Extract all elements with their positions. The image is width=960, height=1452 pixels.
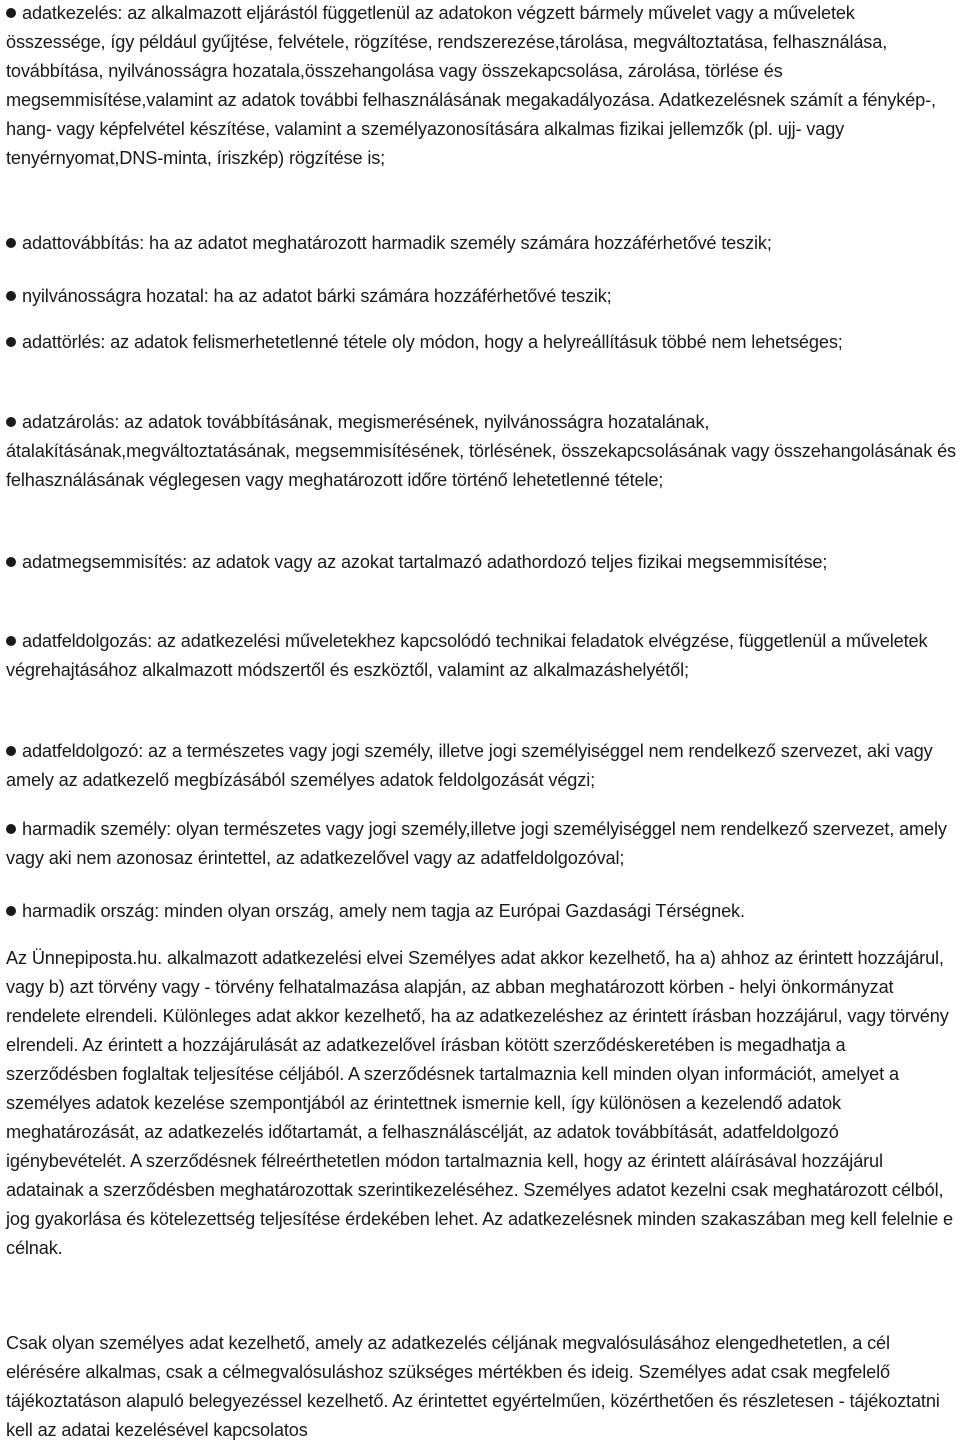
list-item-text: adatfeldolgozó: az a természetes vagy jogi személy, illetve jogi személyiséggel nem rendelkező szervezet, aki vagy amely az adatkezelő megbízásából személyes adatok feldolgozását végzi; [6, 741, 933, 790]
bullet-icon [6, 824, 16, 834]
bullet-icon [6, 238, 16, 248]
list-item [6, 815, 956, 873]
bullet-icon [6, 557, 16, 567]
list-item [6, 737, 956, 795]
bullet-icon [6, 291, 16, 301]
bullet-icon [6, 746, 16, 756]
paragraph: Az Ünnepiposta.hu. alkalmazott adatkezelési elvei Személyes adat akkor kezelhető, ha a) ahhoz az érintett hozzájárul, vagy b) azt törvény vagy - törvény felhatalmazása alapján, az abban meghatározott körben - helyi önkormányzat rendelete elrendeli. Különleges adat akkor kezelhető, ha az adatkezeléshez az érintett írásban hozzájárul, vagy törvény elrendeli. Az érintett a hozzájárulását az adatkezelővel írásban kötött szerződéskeretében is megadhatja a szerződésben foglaltak teljesítése céljából. A szerződésnek tartalmaznia kell minden olyan információt, amelyet a személyes adatok kezelése szempontjából az érintettnek ismernie kell, így különösen a kezelendő adatok meghatározását, az adatkezelés időtartamát, a felhasználáscélját, az adatok továbbítását, adatfeldolgozó igénybevételét. A szerződésnek félreérthetetlen módon tartalmaznia kell, hogy az érintett aláírásával hozzájárul adatainak a szerződésben meghatározottak szerintikezeléséhez. Személyes adatot kezelni csak meghatározott célból, jog gyakorlása és kötelezettség teljesítése érdekében lehet. Az adatkezelésnek minden szakaszában meg kell felelnie e célnak. [6, 948, 953, 1258]
list-item [6, 548, 956, 577]
list-item-text: nyilvánosságra hozatal: ha az adatot bárki számára hozzáférhetővé teszik; [22, 286, 612, 306]
bullet-icon [6, 906, 16, 916]
list-item-text: adattovábbítás: ha az adatot meghatározott harmadik személy számára hozzáférhetővé teszik; [22, 233, 772, 253]
list-item-text: adattörlés: az adatok felismerhetetlenné tétele oly módon, hogy a helyreállításuk többé nem lehetséges; [22, 332, 843, 352]
bullet-icon [6, 337, 16, 347]
list-item [6, 408, 956, 495]
bullet-icon [6, 636, 16, 646]
list-item-text: harmadik személy: olyan természetes vagy jogi személy,illetve jogi személyiséggel nem rendelkező szervezet, amely vagy aki nem azonosaz érintettel, az adatkezelővel vagy az adatfeldolgozóval; [6, 819, 947, 868]
list-item-text: harmadik ország: minden olyan ország, amely nem tagja az Európai Gazdasági Térségnek. [22, 901, 745, 921]
list-item [6, 282, 956, 311]
list-item-text: adatzárolás: az adatok továbbításának, megismerésének, nyilvánosságra hozatalának, átalakításának,megváltoztatásának, megsemmisítésének, törlésének, összekapcsolásának vagy összehangolásának és felhasználásának véglegesen vagy meghatározott időre történő lehetetlenné tétele; [6, 412, 956, 490]
bullet-icon [6, 8, 16, 18]
list-item [6, 627, 956, 685]
list-item-text: adatmegsemmisítés: az adatok vagy az azokat tartalmazó adathordozó teljes fizikai megsemmisítése; [22, 552, 828, 572]
list-item-text: adatkezelés: az alkalmazott eljárástól függetlenül az adatokon végzett bármely művelet vagy a műveletek összessége, így például gyűjtése, felvétele, rögzítése, rendszerezése,tárolása, megváltoztatása, felhasználása, továbbítása, nyilvánosságra hozatala,összehangolása vagy összekapcsolása, zárolása, törlése és megsemmisítése,valamint az adatok további felhasználásának megakadályozása. Adatkezelésnek számít a fénykép-, hang- vagy képfelvétel készítése, valamint a személyazonosítására alkalmas fizikai jellemzők (pl. ujj- vagy tenyérnyomat,DNS-minta, íriszkép) rögzítése is; [6, 3, 936, 168]
list-item [6, 897, 956, 926]
list-item [6, 328, 956, 357]
list-item [6, 229, 956, 258]
list-item [6, 0, 956, 173]
list-item-text: adatfeldolgozás: az adatkezelési műveletekhez kapcsolódó technikai feladatok elvégzése, függetlenül a műveletek végrehajtásához alkalmazott módszertől és eszköztől, valamint az alkalmazáshelyétől; [6, 631, 928, 680]
paragraph: Csak olyan személyes adat kezelhető, amely az adatkezelés céljának megvalósulásához elengedhetetlen, a cél elérésére alkalmas, csak a célmegvalósuláshoz szükséges mértékben és ideig. Személyes adat csak megfelelő tájékoztatáson alapuló belegyezéssel kezelhető. Az érintettet egyértelműen, közérthetően és részletesen - tájékoztatni kell az adatai kezelésével kapcsolatos [6, 1333, 940, 1440]
bullet-icon [6, 417, 16, 427]
